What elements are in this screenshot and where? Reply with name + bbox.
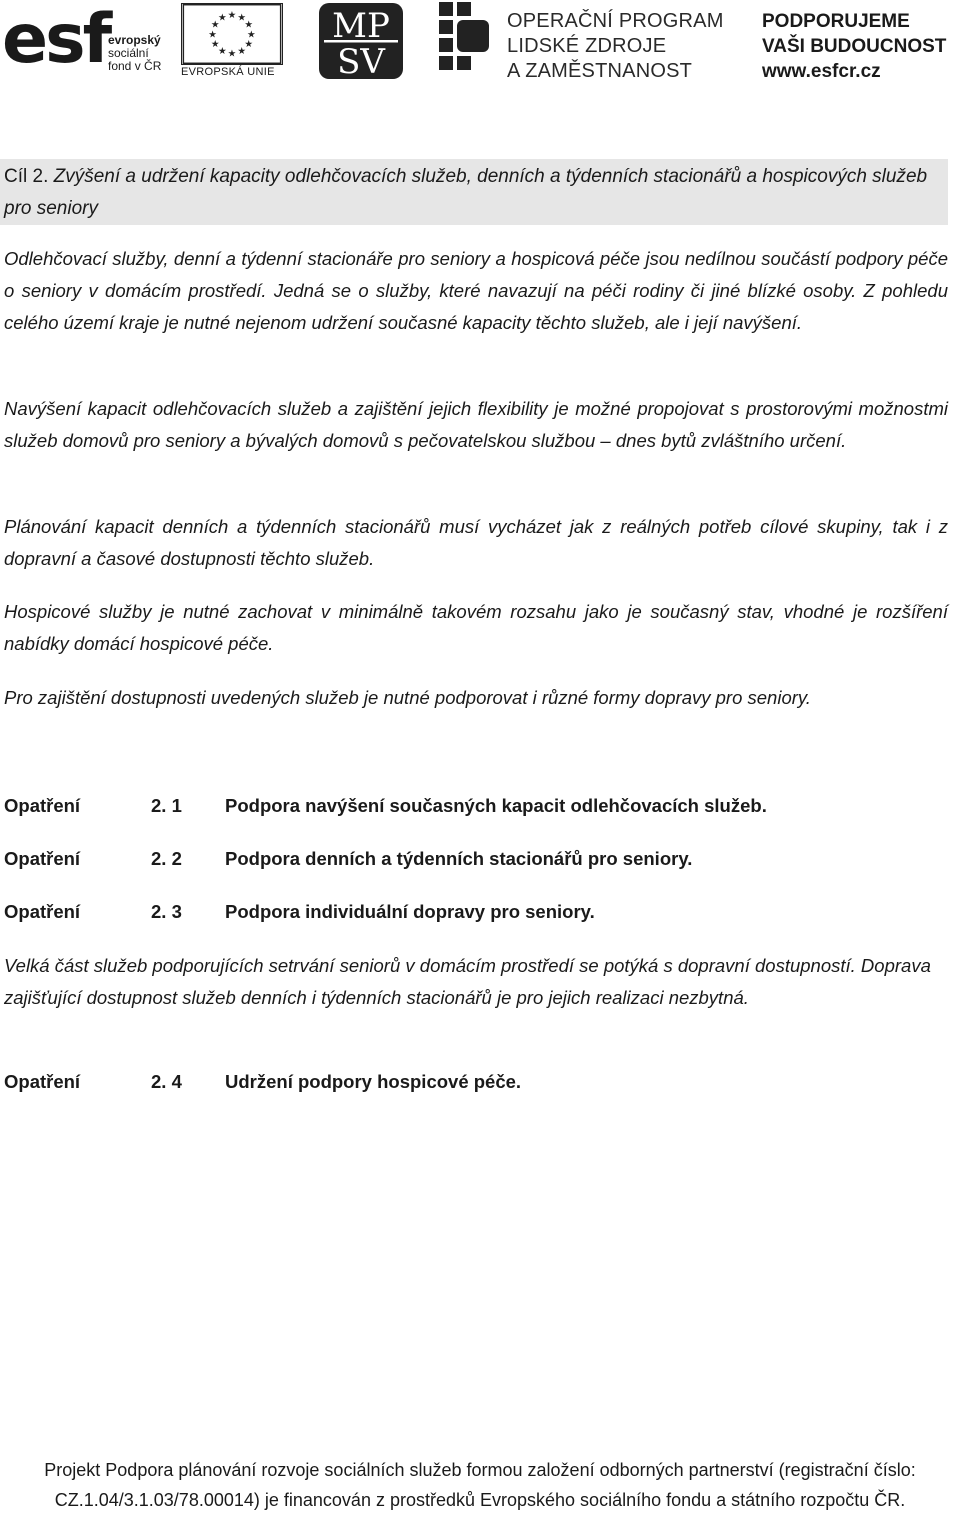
measure-title: Udržení podpory hospicové péče. (225, 1071, 522, 1092)
mpsv-bottom-text: SV (337, 42, 385, 80)
eu-star-icon: ★ (227, 10, 237, 22)
mpsv-logo (318, 2, 404, 80)
paragraph: Odlehčovací služby, denní a týdenní stacionáře pro seniory a hospicová péče jsou nedílnou součástí podpory péče o seniory v domácím prostředí. Jedná se o služby, které navazují na péči rodiny či jiné blízké osoby. Z pohledu celého území kraje je nutné nejenom udržení současné kapacity těchto služeb, ale i její navýšení. (4, 248, 948, 333)
eu-star-icon: ★ (244, 19, 254, 31)
esf-caption-line2: sociální (108, 46, 149, 60)
measure-number: 2. 1 (151, 795, 182, 816)
paragraph: Plánování kapacit denních a týdenních stacionářů musí vycházet jak z reálných potřeb cílové skupiny, tak i z dopravní a časové dostupnosti těchto služeb. (4, 516, 948, 569)
goal-title: Zvýšení a udržení kapacity odlehčovacích služeb, denních a týdenních stacionářů a hospicových služeb pro seniory (4, 166, 928, 219)
esf-logo (2, 0, 180, 82)
esf-caption-line3: fond v ČR (108, 59, 162, 73)
esf-caption (108, 34, 161, 73)
op-line1: OPERAČNÍ PROGRAM (507, 10, 724, 32)
eu-star-icon: ★ (247, 29, 256, 41)
footer-line2: CZ.1.04/3.1.03/78.00014) je financován z prostředků Evropského sociálního fondu a státního rozpočtu ČR. (54, 1490, 906, 1510)
eu-star-icon: ★ (208, 29, 217, 41)
eu-star-icon: ★ (237, 46, 247, 58)
measure-label: Opatření (4, 901, 81, 922)
logo-header (0, 0, 960, 90)
eu-star-icon: ★ (210, 19, 220, 31)
eu-flag-icon (181, 3, 283, 65)
measure-number: 2. 3 (151, 901, 182, 922)
eu-star-icon: ★ (210, 39, 220, 51)
mpsv-top-text: MP (332, 6, 390, 46)
eu-star-icon: ★ (217, 46, 227, 58)
op-lzz-logo (437, 0, 737, 82)
measure-number: 2. 2 (151, 848, 182, 869)
goal-label: Cíl 2. (4, 166, 49, 187)
esf-caption-line1: evropský (108, 33, 161, 47)
slogan-line2: VAŠI BUDOUCNOST (762, 36, 947, 57)
slogan (762, 9, 946, 84)
paragraph: Hospicové služby je nutné zachovat v minimálně takovém rozsahu jako je současný stav, vhodné je rozšíření nabídky domácí hospicové péče. (4, 601, 948, 654)
measure-label: Opatření (4, 848, 81, 869)
slogan-line1: PODPORUJEME (762, 11, 910, 32)
measure-label: Opatření (4, 795, 81, 816)
op-lzz-text (507, 9, 724, 84)
eu-star-icon: ★ (237, 12, 247, 24)
eu-logo (181, 3, 285, 79)
mpsv-logo-mark (318, 2, 404, 80)
note-paragraph: Velká část služeb podporujících setrvání seniorů v domácím prostředí se potýká s dopravní dostupností. Doprava zajišťující dostupnost služeb denních i týdenních stacionářů je pro jejich realizaci nezbytná. (4, 955, 931, 1008)
eu-label: EVROPSKÁ UNIE (181, 66, 275, 78)
eu-star-icon: ★ (217, 12, 227, 24)
goal-heading (4, 161, 944, 225)
measure-title: Podpora navýšení současných kapacit odlehčovacích služeb. (225, 795, 767, 816)
footer-line1: Projekt Podpora plánování rozvoje sociálních služeb formou založení odborných partnerství (registrační číslo: (44, 1460, 916, 1480)
eu-star-icon: ★ (227, 48, 237, 60)
esf-letters: esf (2, 0, 110, 79)
op-lzz-mark-icon (437, 0, 497, 82)
op-line3: A ZAMĚSTNANOST (507, 60, 693, 82)
measure-number: 2. 4 (151, 1071, 182, 1092)
measure-title: Podpora individuální dopravy pro seniory. (225, 901, 595, 922)
eu-star-icon: ★ (244, 39, 254, 51)
op-line2: LIDSKÉ ZDROJE (507, 35, 667, 57)
slogan-url: www.esfcr.cz (762, 61, 881, 82)
paragraph: Navýšení kapacit odlehčovacích služeb a zajištění jejich flexibility je možné propojovat s prostorovými možnostmi služeb domovů pro seniory a bývalých domovů s pečovatelskou službou – dnes bytů zvláštního určení. (4, 398, 948, 451)
page-footer (0, 1455, 960, 1515)
measure-label: Opatření (4, 1071, 81, 1092)
measure-title: Podpora denních a týdenních stacionářů pro seniory. (225, 848, 693, 869)
paragraph: Pro zajištění dostupnosti uvedených služeb je nutné podporovat i různé formy dopravy pro seniory. (4, 687, 811, 708)
